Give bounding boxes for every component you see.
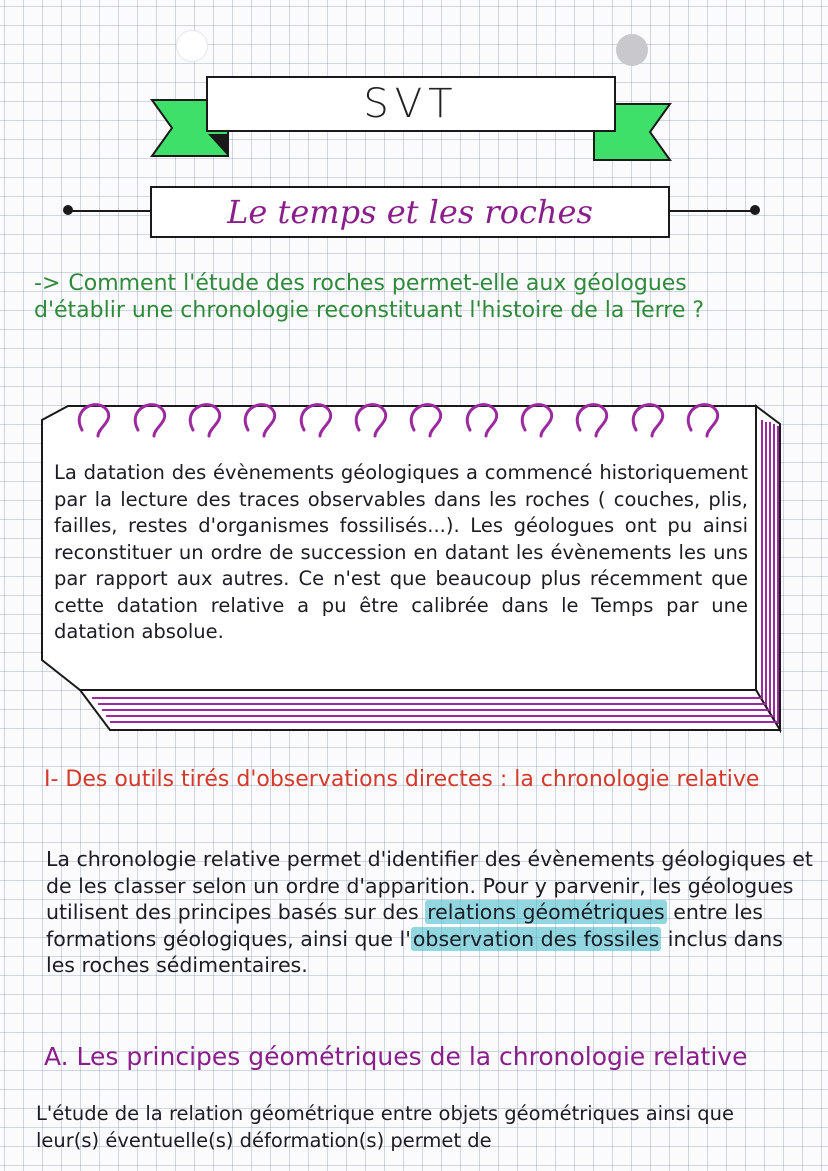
subject-title: SVT xyxy=(363,81,459,127)
subject-banner xyxy=(206,76,616,132)
title-line-left xyxy=(68,210,152,212)
chapter-title-box xyxy=(150,186,670,238)
chapter-title: Le temps et les roches xyxy=(227,193,593,231)
title-dot-right xyxy=(750,205,760,215)
section-heading-1: I- Des outils tirés d'observations directes : la chronologie relative xyxy=(44,767,760,792)
highlight-fossils: observation des fossiles xyxy=(412,926,660,951)
intro-paragraph: La datation des évènements géologiques a commencé historiquement par la lecture des traces observables dans les roches ( couches, plis, failles, restes d'organismes fossilisés...). Les géologues ont pu ainsi reconstituer un ordre de succession en datant les évènements les uns par rapport aux autres. Ce n'est que beaucoup plus récemment que cette datation relative a pu être calibrée dans le Temps par une datation absolue. xyxy=(54,461,748,643)
subsection-heading-a: A. Les principes géométriques de la chronologie relative xyxy=(44,1042,748,1071)
arrow-icon: -> xyxy=(34,271,61,296)
title-dot-left xyxy=(63,205,73,215)
binder-hole-left xyxy=(176,30,208,62)
problem-question xyxy=(34,270,774,324)
section-1-text-a: La chronologie relative permet d'identifier des évènements géologiques et de les classer selon un ordre d'apparition. Pour y parvenir, les géologues utilisent des principes basés sur des xyxy=(46,847,813,924)
highlight-relations: relations géométriques xyxy=(427,900,665,924)
section-1-text-b: entre les formations géologiques, ainsi que l' xyxy=(46,900,763,951)
title-line-right xyxy=(668,210,756,212)
problem-question-text: Comment l'étude des roches permet-elle aux géologues d'établir une chronologie reconstituant l'histoire de la Terre ? xyxy=(34,271,705,323)
section-1-paragraph xyxy=(46,846,816,979)
binder-hole-right xyxy=(616,34,648,66)
subsection-a-paragraph: L'étude de la relation géométrique entre objets géométriques ainsi que leur(s) éventuelle(s) déformation(s) permet de xyxy=(36,1102,734,1152)
section-1-text-c: inclus dans les roches sédimentaires. xyxy=(46,926,783,977)
